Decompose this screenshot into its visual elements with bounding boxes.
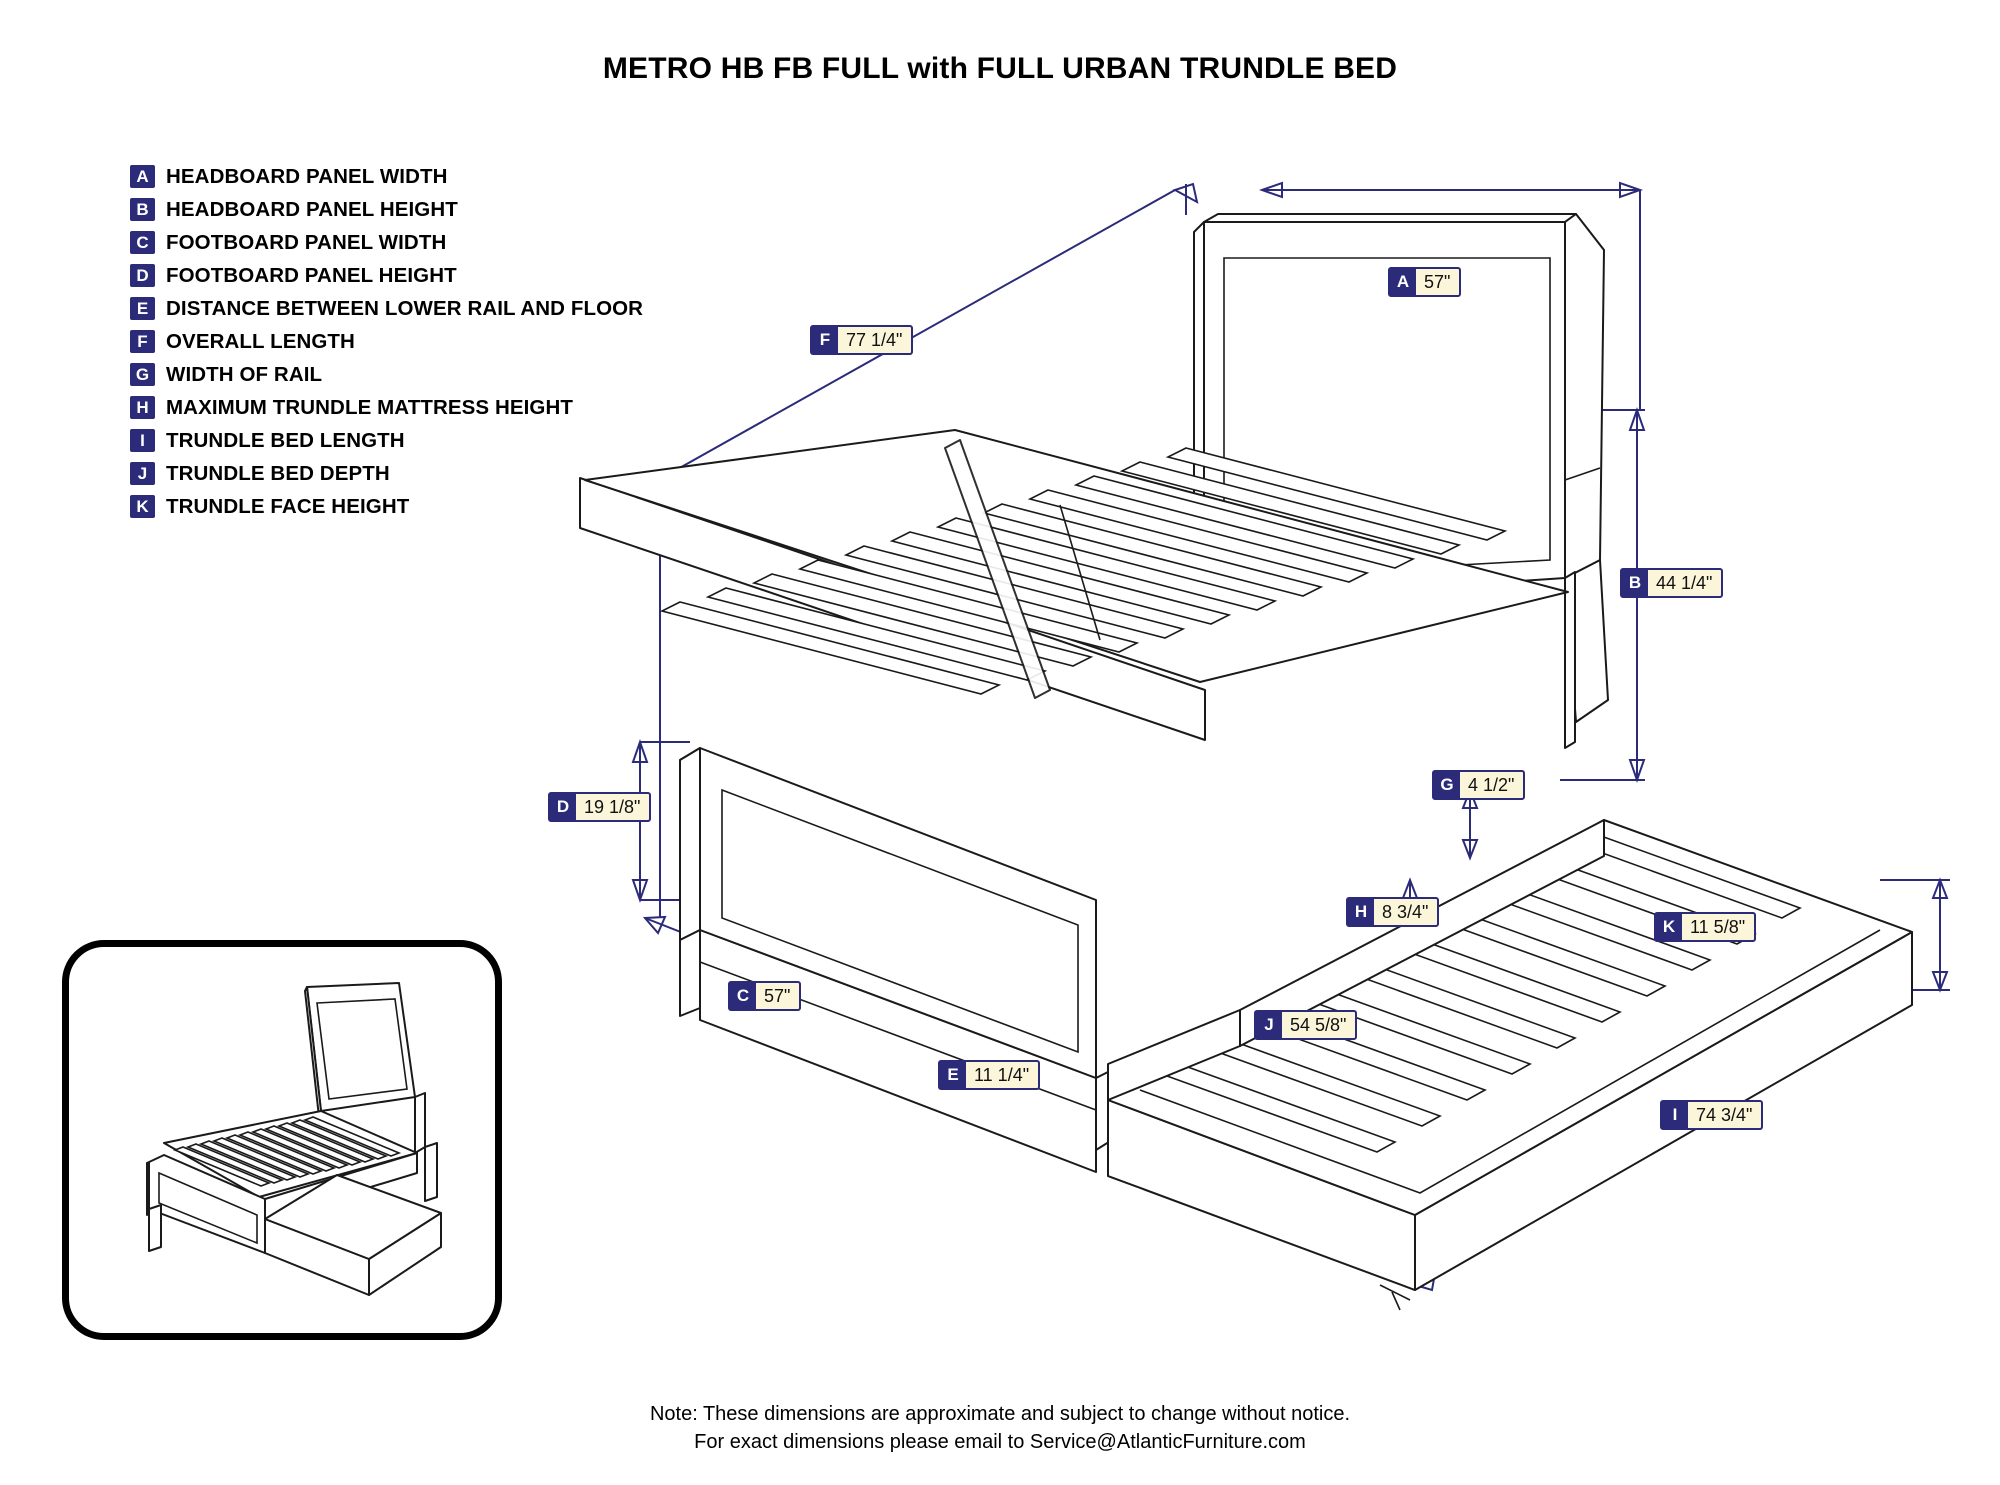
legend-key-c: C — [130, 231, 155, 254]
callout-value-i: 74 3/4" — [1696, 1105, 1753, 1125]
legend-key-d: D — [130, 264, 155, 287]
legend-key-a: A — [130, 165, 155, 188]
callout-value-c: 57" — [764, 986, 791, 1006]
legend-key-k: K — [130, 495, 155, 518]
callout-value-g: 4 1/2" — [1468, 775, 1515, 795]
callout-value-j: 54 5/8" — [1290, 1015, 1347, 1035]
callout-key-e: E — [940, 1062, 966, 1088]
callout-i — [1660, 1100, 1763, 1130]
callout-key-f: F — [812, 327, 838, 353]
callout-key-g: G — [1434, 772, 1460, 798]
legend-label-c: FOOTBOARD PANEL WIDTH — [166, 230, 447, 254]
callout-b — [1620, 568, 1723, 598]
callout-value-k: 11 5/8" — [1690, 917, 1746, 937]
legend-label-b: HEADBOARD PANEL HEIGHT — [166, 197, 458, 221]
callout-a — [1388, 267, 1461, 297]
callout-d — [548, 792, 651, 822]
callout-key-d: D — [550, 794, 576, 820]
callout-c — [728, 981, 801, 1011]
legend-label-e: DISTANCE BETWEEN LOWER RAIL AND FLOOR — [166, 296, 644, 320]
legend-label-d: FOOTBOARD PANEL HEIGHT — [166, 263, 457, 287]
legend-key-i: I — [130, 429, 155, 452]
callout-key-h: H — [1348, 899, 1374, 925]
callout-key-j: J — [1256, 1012, 1282, 1038]
legend-label-f: OVERALL LENGTH — [166, 329, 355, 353]
legend-label-g: WIDTH OF RAIL — [166, 362, 323, 386]
legend-key-f: F — [130, 330, 155, 353]
legend-label-j: TRUNDLE BED DEPTH — [166, 461, 390, 485]
legend-key-g: G — [130, 363, 155, 386]
product-thumbnail — [62, 940, 502, 1340]
note-line-2: For exact dimensions please email to Service@AtlanticFurniture.com — [694, 1431, 1306, 1453]
callout-key-c: C — [730, 983, 756, 1009]
legend-key-b: B — [130, 198, 155, 221]
legend-label-k: TRUNDLE FACE HEIGHT — [166, 494, 410, 518]
callout-key-i: I — [1662, 1102, 1688, 1128]
footer-note — [0, 1400, 2000, 1456]
legend-key-h: H — [130, 396, 155, 419]
callout-g — [1432, 770, 1525, 800]
note-line-1: Note: These dimensions are approximate and subject to change without notice. — [649, 1403, 1351, 1425]
legend-key-j: J — [130, 462, 155, 485]
callout-j — [1254, 1010, 1357, 1040]
callout-h — [1346, 897, 1439, 927]
legend-label-i: TRUNDLE BED LENGTH — [166, 428, 405, 452]
callout-value-a: 57" — [1424, 272, 1451, 292]
legend-label-a: HEADBOARD PANEL WIDTH — [166, 164, 448, 188]
callout-k — [1654, 912, 1756, 942]
thumbnail-bed-drawing — [69, 947, 497, 1335]
callout-key-a: A — [1390, 269, 1416, 295]
callout-value-h: 8 3/4" — [1382, 902, 1429, 922]
callout-value-e: 11 1/4" — [974, 1065, 1030, 1085]
legend-label-h: MAXIMUM TRUNDLE MATTRESS HEIGHT — [166, 395, 574, 419]
callout-e — [938, 1060, 1040, 1090]
callout-value-d: 19 1/8" — [584, 797, 641, 817]
callout-key-k: K — [1656, 914, 1682, 940]
page-title: METRO HB FB FULL with FULL URBAN TRUNDLE BED — [602, 52, 1398, 85]
callout-key-b: B — [1622, 570, 1648, 596]
legend-key-e: E — [130, 297, 155, 320]
callout-value-b: 44 1/4" — [1656, 573, 1713, 593]
trundle-illustration — [1108, 820, 1912, 1310]
callout-value-f: 77 1/4" — [846, 330, 903, 350]
callout-f — [810, 325, 913, 355]
